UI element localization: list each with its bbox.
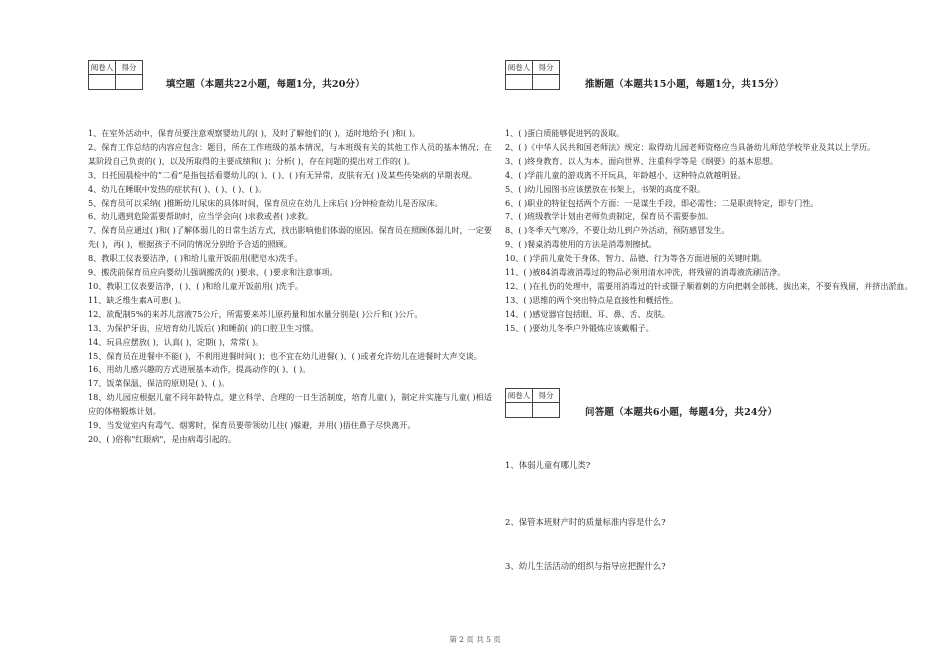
reviewer-cell (506, 75, 533, 90)
judgment-question-list (505, 127, 915, 336)
qa-section-title: 问答题（本题共6小题，每题4分，共24分） (585, 407, 778, 418)
judgment-question: 6、( )职业的特征包括两个方面：一是谋生手段，即必需性；二是职责特定，即专门性。 (505, 197, 819, 208)
fill-blank-question: 6、幼儿遇到危险需要帮助时，应当学会向( )求救或者( )求救。 (88, 211, 314, 222)
page-number: 第 2 页 共 5 页 (449, 635, 501, 644)
score-label: 得分 (533, 61, 560, 75)
fill-blank-question: 11、缺乏维生素A可患( )。 (88, 294, 186, 305)
fill-blank-question: 7、保育员应通过( )和( )了解体弱儿的日常生活方式，找出影响他们体弱的原因。保育员在照顾体弱儿时，一定要先( )，再( )，根据孩子不同的情况分别给予合适的照顾。 (88, 225, 492, 250)
fill-blank-question-list (88, 127, 492, 447)
score-cell (533, 75, 560, 90)
fill-blank-question: 5、保育员可以采纳( )推断幼儿尿床的具体时间，保育员应在幼儿上床后( )分钟检查幼儿是否尿床。 (88, 197, 443, 208)
fill-blank-question: 3、日托园晨检中的“二看”是指包括看婴幼儿的( )、( )、( )有无异常，皮肤有无( )及某些传染病的早期表现。 (88, 169, 477, 180)
reviewer-cell (506, 403, 533, 418)
fill-blank-question: 4、幼儿在睡眠中发热的症状有( )、( )、( )、( )。 (88, 183, 267, 194)
fill-blank-question: 15、保育员在进餐中不能( )，不利用进餐时间( )；也不宜在幼儿进餐( )、( )或者允许幼儿在进餐时大声交谈。 (88, 350, 482, 361)
judgment-question: 13、( )思维的两个突出特点是直接性和概括性。 (505, 294, 678, 305)
judgment-question: 8、( )冬季天气寒冷，不要让幼儿到户外活动，预防感冒发生。 (505, 225, 730, 236)
judgment-question: 11、( )被84消毒液消毒过的物品必须用清水冲洗，将残留的消毒液洗刷洁净。 (505, 267, 786, 278)
score-box-left (88, 60, 143, 90)
judgment-question: 3、( )终身教育、以人为本、面向世界、注重科学等是《纲要》的基本思想。 (505, 155, 779, 166)
fill-blank-question: 10、教职工仪表要洁净，( )、( )和给儿童开饭前用( )洗手。 (88, 280, 304, 291)
reviewer-label: 阅卷人 (506, 61, 533, 75)
fill-blank-question: 18、幼儿园应根据儿童不同年龄特点，建立科学、合理的一日生活制度，培育儿童( )，制定并实施与儿童( )相适应的体格锻炼计划。 (88, 392, 492, 417)
judgment-question: 15、( )要幼儿冬季户外锻炼应该戴帽子。 (505, 322, 654, 333)
judgment-question: 1、( )蛋白质能够促进钙的汲取。 (505, 128, 625, 138)
judgment-question: 7、( )班级教学计划由老师负责制定，保育员不需要参加。 (505, 211, 714, 222)
judgment-question: 9、( )餐桌消毒使用的方法是消毒剂擦拭。 (505, 239, 657, 250)
fill-blank-question: 13、为保护牙齿，应培育幼儿饭后( )和睡前( )的口腔卫生习惯。 (88, 322, 319, 333)
fill-blank-question: 9、搬洗前保育员应向婴幼儿强调搬洗的( )要求、( )要求和注意事项。 (88, 267, 338, 278)
fill-blank-question: 16、用幼儿感兴趣的方式进展基本动作，提高动作的( )、( )。 (88, 364, 311, 375)
fill-blank-question: 1、在室外活动中，保育员要注意观察婴幼儿的( )，及时了解他们的( )，适时地给予( )和( )。 (88, 128, 421, 138)
judgment-question: 5、( )幼儿园图书应该摆放在书架上，书架的高度不限。 (505, 183, 706, 194)
score-box-right (505, 60, 560, 90)
reviewer-label: 阅卷人 (89, 61, 116, 75)
fill-blank-question: 8、教职工仪表要洁净，( )和给儿童开饭前用(肥皂水)洗手。 (88, 253, 303, 264)
fill-blank-section-title: 填空题（本题共22小题，每题1分，共20分） (166, 79, 365, 90)
fill-blank-question: 17、饭菜保温、保洁的原则是( )、( )。 (88, 378, 230, 389)
score-cell (116, 75, 143, 90)
judgment-question: 4、( )学前儿童的游戏离不开玩具，年龄越小，这种特点就越明显。 (505, 169, 746, 180)
score-cell (533, 403, 560, 418)
qa-question-2: 2、保管本班财产时的质量标准内容是什么? (505, 517, 666, 527)
judgment-section-title: 推断题（本题共15小题，每题1分，共15分） (585, 79, 784, 90)
fill-blank-question: 12、欲配制5%的来苏儿溶液75公斤，所需要来苏儿原药量和加水量分别是( )公斤和( )公斤。 (88, 308, 423, 319)
qa-question-3: 3、幼儿生活活动的组织与指导应把握什么? (505, 561, 666, 571)
judgment-question: 14、( )感觉器官包括眼、耳、鼻、舌、皮肤。 (505, 308, 670, 319)
fill-blank-question: 20、( )俗称"红眼病"，是由病毒引起的。 (88, 433, 237, 444)
score-box-right-2 (505, 388, 560, 418)
score-label: 得分 (116, 61, 143, 75)
reviewer-cell (89, 75, 116, 90)
qa-question-1: 1、体弱儿童有哪儿类? (505, 460, 591, 470)
judgment-question: 2、( )《中华人民共和国老师法》规定：取得幼儿园老师资格应当具备幼儿师范学校毕业及其以上学历。 (505, 141, 876, 152)
judgment-question: 10、( )学前儿童处于身体、智力、品德、行为等各方面进展的关键时期。 (505, 253, 768, 264)
judgment-question: 12、( )在扎伤的处理中，需要用消毒过的针或镊子顺着刺的方向把刺全部挑、拔出来，不要有残留，并挤出淤血。 (505, 280, 913, 291)
fill-blank-question: 2、保育工作总结的内容应包含：题目，所在工作班级的基本情况，与本班级有关的其他工作人员的基本情况；在某阶段自己负责的( )，以及所取得的主要成绩和( )；分析( )，存在问题的提出对工作的( )。 (88, 141, 492, 166)
fill-blank-question: 14、玩具应摆放( )，认真( )，定期( )，常常( )。 (88, 336, 264, 347)
fill-blank-question: 19、当发觉室内有毒气、烟雾时，保育员要带领幼儿往( )躲避，并用( )捂住鼻子尽快离开。 (88, 420, 416, 431)
reviewer-label: 阅卷人 (506, 389, 533, 403)
score-label: 得分 (533, 389, 560, 403)
